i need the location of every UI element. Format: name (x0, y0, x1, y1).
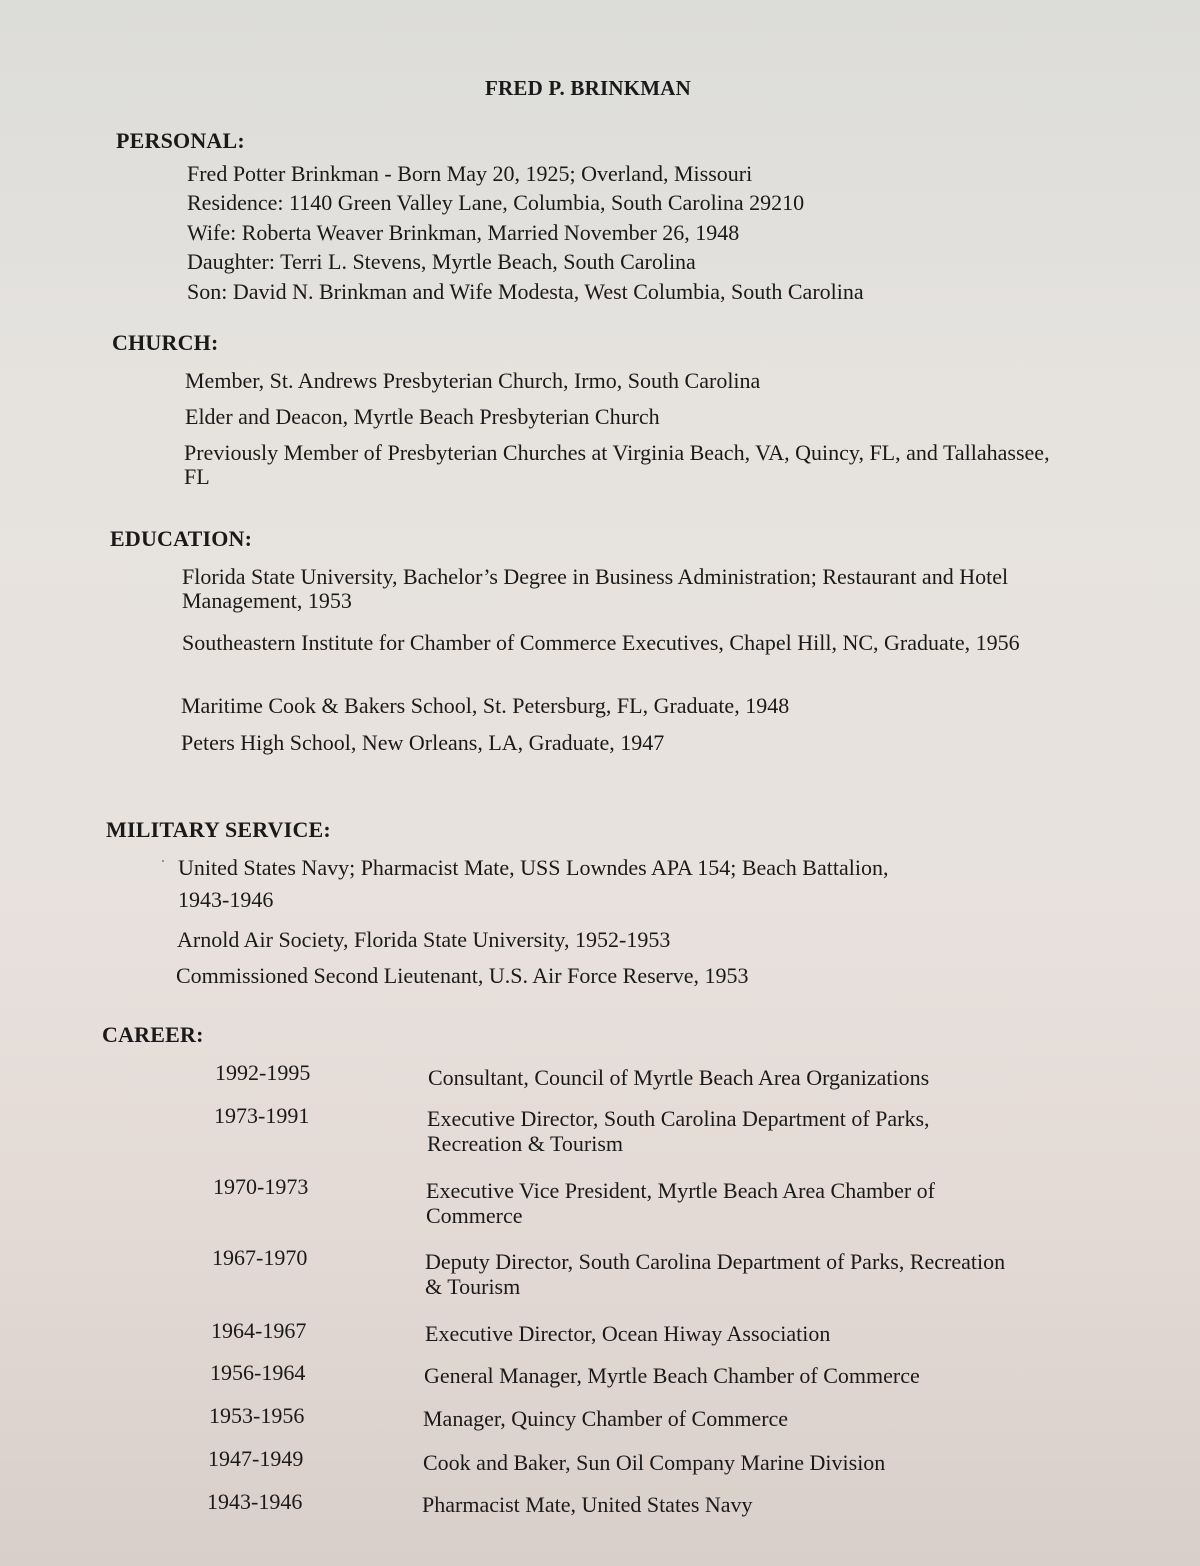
military-line: 1943-1946 (178, 887, 274, 912)
military-line: United States Navy; Pharmacist Mate, USS Lowndes APA 154; Beach Battalion, (178, 855, 889, 880)
career-role: Cook and Baker, Sun Oil Company Marine Division (423, 1450, 886, 1475)
personal-line: Residence: 1140 Green Valley Lane, Columbia, South Carolina 29210 (187, 190, 805, 215)
career-years: 1943-1946 (207, 1489, 303, 1514)
personal-line: Wife: Roberta Weaver Brinkman, Married November 26, 1948 (187, 220, 740, 245)
career-years: 1953-1956 (209, 1403, 305, 1428)
military-line: Commissioned Second Lieutenant, U.S. Air Force Reserve, 1953 (176, 963, 749, 988)
church-heading: CHURCH: (112, 330, 219, 355)
education-line: Southeastern Institute for Chamber of Commerce Executives, Chapel Hill, NC, Graduate, 1956 (182, 630, 1020, 655)
career-role: Deputy Director, South Carolina Department of Parks, Recreation & Tourism (425, 1249, 1006, 1299)
career-years: 1967-1970 (212, 1245, 308, 1270)
education-line: Peters High School, New Orleans, LA, Graduate, 1947 (181, 730, 665, 755)
career-role: Pharmacist Mate, United States Navy (422, 1492, 753, 1517)
career-role: Executive Director, South Carolina Department of Parks, Recreation & Tourism (427, 1106, 930, 1156)
career-heading: CAREER: (102, 1022, 204, 1047)
church-line: Elder and Deacon, Myrtle Beach Presbyterian Church (185, 404, 660, 429)
career-years: 1992-1995 (215, 1060, 311, 1085)
personal-line: Fred Potter Brinkman - Born May 20, 1925; Overland, Missouri (187, 161, 753, 186)
education-line: Maritime Cook & Bakers School, St. Petersburg, FL, Graduate, 1948 (181, 693, 790, 718)
education-heading: EDUCATION: (110, 526, 253, 551)
military-line: Arnold Air Society, Florida State University, 1952-1953 (177, 927, 671, 952)
career-years: 1970-1973 (213, 1174, 309, 1199)
career-years: 1973-1991 (214, 1103, 310, 1128)
personal-line: Son: David N. Brinkman and Wife Modesta, West Columbia, South Carolina (187, 279, 864, 304)
career-years: 1964-1967 (211, 1318, 307, 1343)
personal-line: Daughter: Terri L. Stevens, Myrtle Beach, South Carolina (187, 249, 696, 274)
military-heading: MILITARY SERVICE: (106, 817, 331, 842)
education-line: Florida State University, Bachelor’s Degree in Business Administration; Restaurant and Hotel Management, 1953 (182, 564, 1009, 613)
career-role: Manager, Quincy Chamber of Commerce (423, 1406, 789, 1431)
church-line: Previously Member of Presbyterian Churches at Virginia Beach, VA, Quincy, FL, and Tallahassee, FL (184, 440, 1050, 489)
career-years: 1947-1949 (208, 1446, 304, 1471)
career-role: General Manager, Myrtle Beach Chamber of Commerce (424, 1363, 920, 1388)
document-title: FRED P. BRINKMAN (484, 76, 691, 100)
career-years: 1956-1964 (210, 1360, 306, 1385)
career-role: Executive Vice President, Myrtle Beach Area Chamber of Commerce (426, 1178, 935, 1228)
career-role: Consultant, Council of Myrtle Beach Area Organizations (428, 1065, 930, 1090)
church-line: Member, St. Andrews Presbyterian Church, Irmo, South Carolina (185, 368, 761, 393)
paper-speck (162, 860, 164, 862)
personal-heading: PERSONAL: (116, 128, 245, 153)
career-role: Executive Director, Ocean Hiway Association (425, 1321, 831, 1346)
